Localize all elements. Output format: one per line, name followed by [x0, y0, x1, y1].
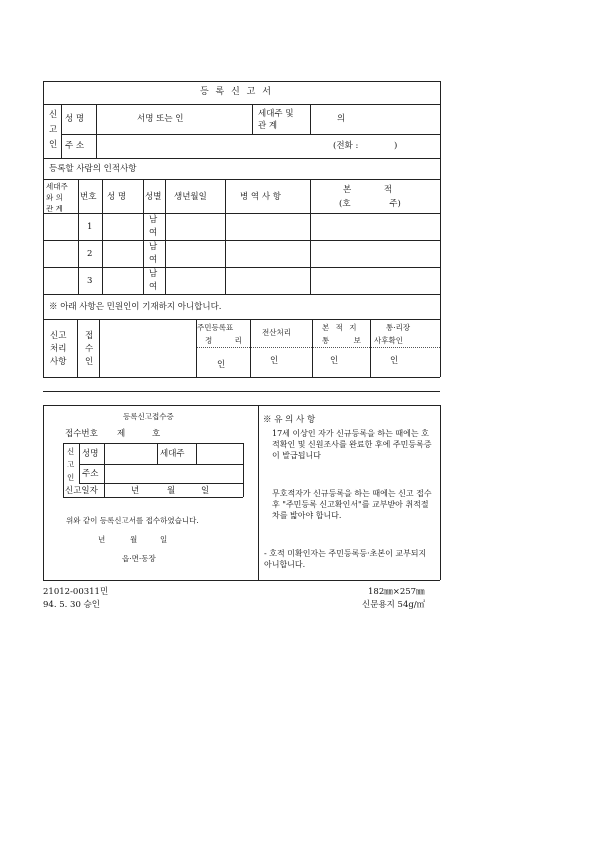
- notice-text: ※ 아래 사항은 민원인이 기재하지 아니합니다.: [49, 302, 222, 312]
- rule: [63, 443, 64, 497]
- header-origin-1: 본 적: [343, 185, 393, 195]
- rule: [43, 158, 440, 159]
- receipt-date-year: 년: [131, 486, 140, 496]
- gender-female[interactable]: 여: [149, 255, 158, 265]
- paper-type: 신문용지 54g/㎡: [362, 600, 426, 610]
- header-gender: 성별: [145, 192, 162, 202]
- receipt-date-label: 신고일자: [65, 486, 98, 496]
- receipt-sign-year: 년: [98, 535, 106, 544]
- seal-mark: 인: [390, 356, 399, 366]
- rule: [61, 104, 62, 158]
- form-bottom-border: [43, 377, 440, 378]
- rule: [225, 179, 226, 294]
- header-relation-1: 세대주: [46, 182, 68, 191]
- relation-suffix: 의: [337, 114, 346, 124]
- row-number: 3: [87, 276, 93, 286]
- rule: [243, 443, 244, 497]
- receipt-side-2: 고: [67, 460, 75, 469]
- rule: [440, 405, 441, 580]
- form-left-border: [43, 81, 44, 377]
- rule: [196, 347, 440, 348]
- receipt-name-field[interactable]: [105, 444, 156, 463]
- phone-label: (전화 :: [333, 141, 359, 151]
- header-relation-3: 관 계: [46, 205, 63, 212]
- reporter-label-3: 인: [49, 140, 58, 150]
- rule: [312, 319, 313, 377]
- rule: [63, 497, 243, 498]
- seal-mark: 인: [217, 360, 226, 370]
- col-resident-1: 주민등록표: [197, 323, 234, 332]
- reporter-label-2: 고: [49, 125, 58, 135]
- note-item: - 호적 미확인자는 주민등록등·초본이 교부되지 아니합니다.: [264, 549, 427, 569]
- rule: [157, 443, 158, 464]
- receipt-side-1: 신: [67, 447, 75, 456]
- row-number: 2: [87, 249, 93, 259]
- name-label: 성 명: [65, 114, 85, 124]
- col-chief-1: 통·리장: [386, 323, 411, 332]
- rule: [250, 319, 251, 377]
- approval-date: 94. 5. 30 승인: [43, 600, 100, 610]
- paper-size: 182㎜×257㎜: [368, 587, 425, 597]
- relation-label-1: 세대주 및: [258, 109, 294, 119]
- receipt-side-3: 인: [67, 473, 75, 482]
- col-resident-2: 정 리: [205, 336, 242, 345]
- receipt-head-field[interactable]: [197, 444, 242, 463]
- relation-field[interactable]: [311, 105, 439, 133]
- seal-mark: 인: [330, 356, 339, 366]
- rule: [43, 405, 440, 406]
- gender-female[interactable]: 여: [149, 282, 158, 292]
- form-code: 21012-00311민: [43, 587, 109, 597]
- address-field[interactable]: [97, 135, 439, 157]
- notes-title: ※ 유 의 사 항: [263, 415, 316, 425]
- header-name: 성 명: [107, 192, 127, 202]
- header-military: 병 역 사 항: [240, 192, 281, 202]
- rule: [143, 179, 144, 294]
- gender-male[interactable]: 남: [149, 215, 158, 225]
- note-item: 17세 이상인 자가 신규등록을 하는 때에는 호적확인 및 신원조사를 완료한 후에 주민등록증이 발급됩니다: [272, 429, 432, 460]
- rule: [165, 179, 166, 294]
- rule: [102, 179, 103, 294]
- receipt-number-unit-1: 제: [117, 429, 126, 439]
- receipt-statement: 위와 같이 등록신고서를 접수하였습니다.: [66, 516, 199, 525]
- rule: [370, 319, 371, 377]
- receipt-office: 읍·면·동장: [122, 554, 156, 563]
- form-right-border: [440, 81, 441, 377]
- sign-label: 서명 또는 인: [137, 114, 184, 124]
- receipt-number-unit-2: 호: [152, 429, 161, 439]
- separator: [43, 391, 440, 392]
- rule: [310, 179, 311, 294]
- reporter-label-1: 신: [49, 110, 58, 120]
- relation-label-2: 관 계: [258, 121, 278, 131]
- receipt-sign-month: 월: [130, 535, 138, 544]
- address-label: 주 소: [65, 141, 85, 151]
- rule: [79, 443, 80, 483]
- receipt-date-day: 일: [201, 486, 210, 496]
- header-number: 번호: [80, 192, 97, 202]
- section-title: 등록할 사람의 인적사항: [49, 164, 137, 174]
- rule: [77, 319, 78, 377]
- phone-close: ): [394, 141, 398, 151]
- note-item: 무호적자가 신규등록을 하는 때에는 신고 접수 후 "주민등록 신고확인서"를 교부받아 취적절차를 밟아야 합니다.: [272, 489, 432, 520]
- receipt-label-3: 인: [85, 357, 94, 367]
- rule: [43, 405, 44, 580]
- receipt-head-label: 세대주: [160, 449, 185, 459]
- rule: [43, 294, 440, 295]
- form-top-border: [43, 81, 440, 82]
- processing-label-2: 처리: [50, 344, 67, 354]
- rule: [43, 319, 440, 320]
- row-number: 1: [87, 222, 93, 232]
- receipt-number-label: 접수번호: [65, 429, 98, 439]
- rule: [43, 580, 440, 581]
- gender-male[interactable]: 남: [149, 242, 158, 252]
- col-chief-2: 사후확인: [374, 336, 403, 345]
- col-origin-1: 본 적 지: [322, 323, 357, 332]
- gender-female[interactable]: 여: [149, 228, 158, 238]
- rule: [99, 319, 100, 377]
- processing-label-1: 신고: [50, 331, 67, 341]
- header-birth: 생년월일: [174, 192, 207, 202]
- form-title: 등 록 신 고 서: [200, 87, 273, 97]
- col-origin-2: 통 보: [322, 336, 361, 345]
- rule: [258, 405, 259, 580]
- header-origin-2: (호 주): [339, 199, 401, 209]
- seal-mark: 인: [270, 356, 279, 366]
- receipt-address-label: 주소: [82, 469, 99, 479]
- rule: [78, 179, 79, 294]
- rule: [252, 104, 253, 134]
- col-computer: 전산처리: [262, 328, 291, 337]
- receipt-label-2: 수: [85, 344, 94, 354]
- processing-label-3: 사항: [50, 357, 67, 367]
- receipt-label-1: 접: [85, 331, 94, 341]
- receipt-title: 등록신고접수증: [123, 412, 174, 421]
- receipt-sign-day: 일: [160, 535, 168, 544]
- receipt-date-month: 월: [167, 486, 176, 496]
- receipt-address-field[interactable]: [105, 465, 242, 482]
- header-relation-2: 와 의: [46, 193, 63, 202]
- receipt-name-label: 성명: [82, 449, 99, 459]
- gender-male[interactable]: 남: [149, 269, 158, 279]
